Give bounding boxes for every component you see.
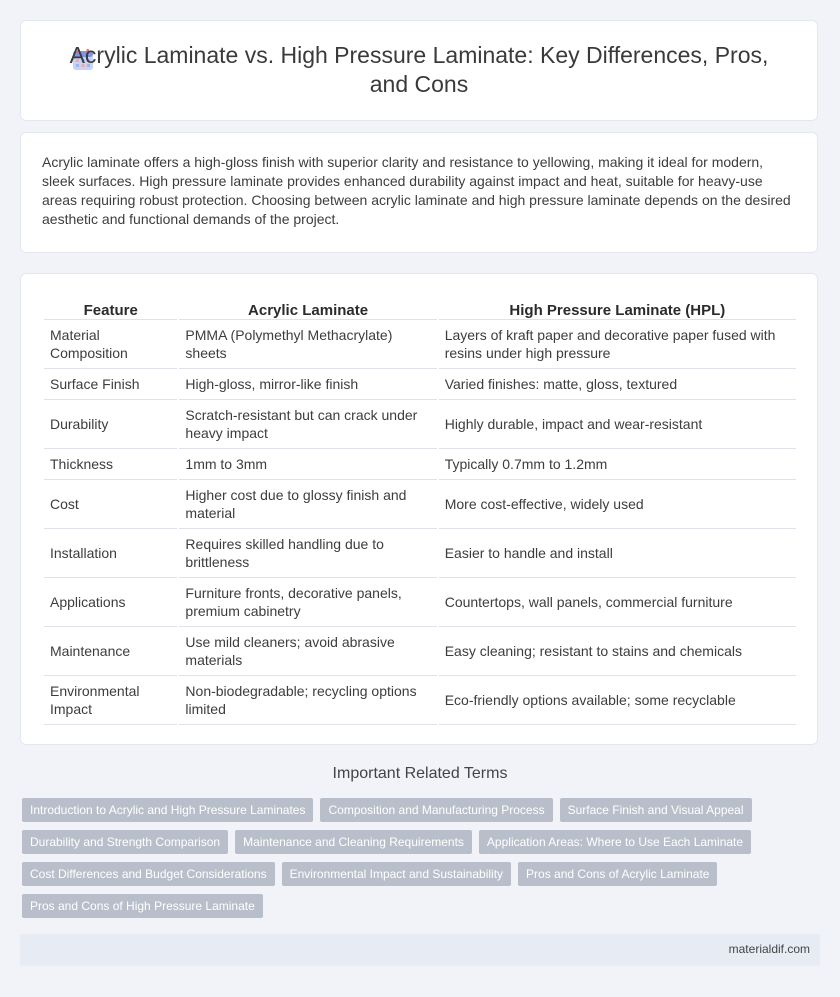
column-header-hpl: High Pressure Laminate (HPL): [439, 294, 796, 320]
related-term-tag[interactable]: Maintenance and Cleaning Requirements: [235, 830, 472, 854]
page-title: Acrylic Laminate vs. High Pressure Laminate: Key Differences, Pros, and Cons: [69, 42, 769, 97]
table-cell-hpl: Easy cleaning; resistant to stains and chemicals: [439, 627, 796, 676]
table-cell-acrylic: Furniture fronts, decorative panels, premium cabinetry: [179, 578, 436, 627]
related-term-tag[interactable]: Cost Differences and Budget Considerations: [22, 862, 275, 886]
footer-site-link[interactable]: materialdif.com: [728, 942, 810, 956]
comparison-table: [42, 294, 798, 725]
related-term-tag[interactable]: Surface Finish and Visual Appeal: [560, 798, 752, 822]
related-term-tag[interactable]: Introduction to Acrylic and High Pressure Laminates: [22, 798, 313, 822]
table-cell-acrylic: PMMA (Polymethyl Methacrylate) sheets: [179, 320, 436, 369]
table-cell-hpl: Highly durable, impact and wear-resistant: [439, 400, 796, 449]
table-cell-hpl: Typically 0.7mm to 1.2mm: [439, 449, 796, 480]
column-header-feature: Feature: [44, 294, 177, 320]
table-cell-feature: Cost: [44, 480, 177, 529]
table-row: [44, 449, 796, 480]
related-terms-title: Important Related Terms: [332, 765, 508, 782]
table-cell-feature: Thickness: [44, 449, 177, 480]
table-cell-acrylic: Non-biodegradable; recycling options limited: [179, 676, 436, 725]
intro-paragraph: Acrylic laminate offers a high-gloss finish with superior clarity and resistance to yellowing, making it ideal for modern, sleek surfaces. High pressure laminate provides enhanced durability against impact and heat, suitable for heavy-use areas requiring robust protection. Choosing between acrylic laminate and high pressure laminate depends on the desired aesthetic and functional demands of the project.: [42, 154, 791, 227]
table-cell-hpl: Countertops, wall panels, commercial furniture: [439, 578, 796, 627]
table-row: [44, 320, 796, 369]
table-row: [44, 529, 796, 578]
intro-card: [20, 132, 818, 253]
related-term-tag[interactable]: Application Areas: Where to Use Each Laminate: [479, 830, 751, 854]
table-cell-acrylic: Requires skilled handling due to brittleness: [179, 529, 436, 578]
table-row: [44, 480, 796, 529]
table-cell-hpl: More cost-effective, widely used: [439, 480, 796, 529]
table-cell-feature: Durability: [44, 400, 177, 449]
table-cell-feature: Installation: [44, 529, 177, 578]
table-row: [44, 369, 796, 400]
table-cell-hpl: Easier to handle and install: [439, 529, 796, 578]
table-header-row: [44, 294, 796, 320]
table-cell-feature: Applications: [44, 578, 177, 627]
table-cell-acrylic: 1mm to 3mm: [179, 449, 436, 480]
table-row: [44, 578, 796, 627]
table-cell-acrylic: Scratch-resistant but can crack under heavy impact: [179, 400, 436, 449]
table-cell-feature: Material Composition: [44, 320, 177, 369]
related-term-tag[interactable]: Durability and Strength Comparison: [22, 830, 228, 854]
table-cell-acrylic: High-gloss, mirror-like finish: [179, 369, 436, 400]
header-card: [20, 20, 818, 121]
footer-bar: [20, 934, 820, 966]
table-cell-feature: Maintenance: [44, 627, 177, 676]
column-header-acrylic: Acrylic Laminate: [179, 294, 436, 320]
table-cell-acrylic: Higher cost due to glossy finish and material: [179, 480, 436, 529]
table-cell-acrylic: Use mild cleaners; avoid abrasive materials: [179, 627, 436, 676]
table-cell-hpl: Layers of kraft paper and decorative paper fused with resins under high pressure: [439, 320, 796, 369]
table-row: [44, 627, 796, 676]
table-cell-feature: Environmental Impact: [44, 676, 177, 725]
table-cell-hpl: Eco-friendly options available; some recyclable: [439, 676, 796, 725]
table-cell-hpl: Varied finishes: matte, gloss, textured: [439, 369, 796, 400]
related-term-tag[interactable]: Environmental Impact and Sustainability: [282, 862, 511, 886]
table-cell-feature: Surface Finish: [44, 369, 177, 400]
related-term-tag[interactable]: Composition and Manufacturing Process: [320, 798, 552, 822]
comparison-table-card: [20, 273, 818, 745]
table-row: [44, 400, 796, 449]
related-terms-list: [22, 798, 802, 918]
table-row: [44, 676, 796, 725]
related-term-tag[interactable]: Pros and Cons of High Pressure Laminate: [22, 894, 263, 918]
related-term-tag[interactable]: Pros and Cons of Acrylic Laminate: [518, 862, 717, 886]
